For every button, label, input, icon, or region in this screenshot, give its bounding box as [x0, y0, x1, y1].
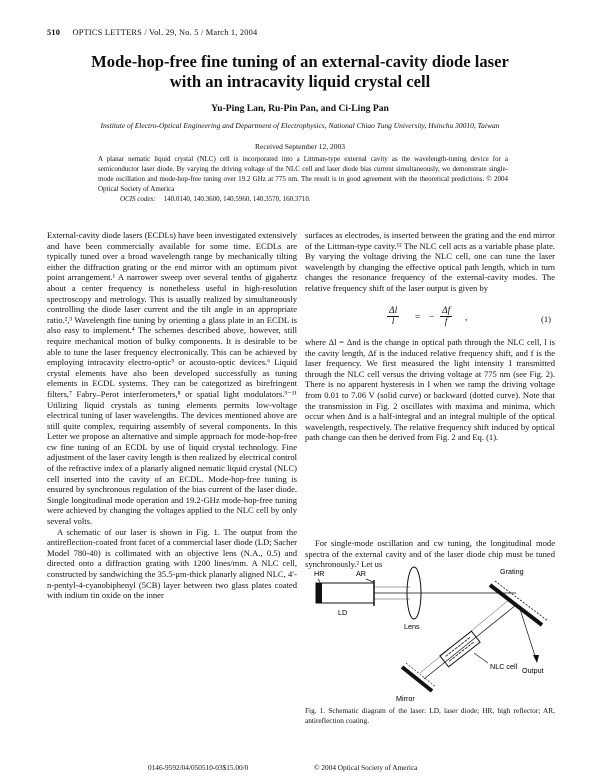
- ar-pointer: [366, 579, 373, 582]
- grating-label: Grating: [500, 567, 524, 576]
- ocis-label: OCIS codes:: [120, 195, 156, 203]
- ocis-code-list: 140.0140, 140.3600, 140.5960, 140.3570, 160.3710.: [163, 195, 311, 203]
- page-number: 510: [47, 28, 61, 37]
- running-header: [47, 28, 257, 37]
- hr-label: HR: [314, 569, 325, 578]
- author-list: Yu-Ping Lan, Ru-Pin Pan, and Ci-Ling Pan: [211, 103, 389, 114]
- equation-number: (1): [540, 314, 551, 324]
- nlc-pointer: [474, 653, 488, 663]
- denominator-l: l: [391, 317, 395, 327]
- abstract: A planar nematic liquid crystal (NLC) cell is incorporated into a Littman-type external cavity as the wavelength-tuning device for a semiconductor laser diode. By varying the driving voltage of the NLC cell and laser diode bias current simultaneously, we demonstrate single-mode oscillation and mode-hop-free tuning over 19.2 GHz at 775 nm. The result is in good agreement with the theoretical predictions. © 2004 Optical Society of America: [98, 155, 508, 193]
- equation-comma: ,: [465, 313, 468, 323]
- output-label: Output: [522, 666, 544, 675]
- schematic-paragraph: A schematic of our laser is shown in Fig. 1. The output from the antireflection-coated front facet of a commercial laser diode (LD; Sacher Model 780-40) is collimated with an objective lens (N.A., 0.5) and directed onto a diffraction grating with 1200 lines/mm. A NLC cell, constructed by sandwiching the 35.5-μm-thick planarly aligned NLC, 4′-n-pentyl-4-cyanobiphenyl (5CB) layer between two glass plates coated with indium tin oxide on the inner: [47, 526, 297, 601]
- received-date: Received September 12, 2003: [255, 142, 345, 151]
- affiliation: Institute of Electro-Optical Engineering and Department of Electrophysics, National Chiao Tung University, Hsinchu 30010, Taiwan: [100, 121, 500, 130]
- ocis-codes: [98, 194, 508, 204]
- grating-grooves: [495, 581, 548, 621]
- numerator-dl: Δl: [389, 306, 398, 316]
- end-mirror: [402, 667, 432, 691]
- hr-facet: [316, 583, 322, 603]
- nlc-label: NLC cell: [490, 662, 518, 671]
- copyright: © 2004 Optical Society of America: [314, 763, 418, 772]
- article-code: 0146-9592/04/050510-03$15.00/0: [148, 763, 249, 772]
- left-column: [47, 230, 297, 601]
- nlc-paragraph: surfaces as electrodes, is inserted between the grating and the end mirror of the Littman-type cavity.¹² The NLC cell acts as a variable phase plate. By varying the voltage driving the NLC cell, one can tune the laser wavelength by changing the effective optical path length, which in turn changes the resonance frequency of the external-cavity modes. The relative frequency shift of the laser output is given by: [305, 230, 555, 293]
- title-line-1: Mode-hop-free fine tuning of an external-cavity diode laser: [91, 52, 509, 71]
- single-mode-paragraph: For single-mode oscillation and cw tuning, the longitudinal mode spectra of the external cavity and of the laser diode chip must be tuned synchronously.² Let us: [305, 538, 555, 570]
- lens-label: Lens: [404, 622, 420, 631]
- measurement-paragraph: where Δl = Δnd is the change in optical path through the NLC cell, l is the cavity length, Δf is the induced relative frequency shift, and f is the laser frequency. We first measured the light intensity I transmitted through the NLC cell versus the driving voltage at 775 nm (see Fig. 2). There is no apparent hysteresis in I when we ramp the driving voltage from 0.01 to 7.06 V (solid curve) or backward (dotted curve). Note that the transmission in Fig. 2 oscillates with maxima and minima, which occur when Δnd is a half-integral and an integral multiple of the optical wavelength, respectively. The relative frequency shift induced by optical path change can then be derived from Fig. 2 and Eq. (1).: [305, 337, 555, 443]
- equals-sign: =: [415, 313, 421, 323]
- figure-1-caption: Fig. 1. Schematic diagram of the laser: LD, laser diode; HR, high reflector; AR, antireflection coating.: [305, 706, 555, 725]
- laser-diode-body: [316, 583, 374, 603]
- fraction-dl-over-l: [387, 306, 399, 327]
- equation-1: [305, 306, 555, 334]
- output-arrow: [533, 655, 539, 663]
- paper-title: [40, 52, 560, 91]
- journal-citation: OPTICS LETTERS / Vol. 29, No. 5 / March 1, 2004: [72, 28, 258, 37]
- ar-label: AR: [356, 569, 366, 578]
- fraction-df-over-f: [440, 306, 452, 327]
- numerator-df: Δf: [442, 306, 451, 316]
- right-column-middle: [305, 337, 555, 443]
- hr-pointer: [318, 579, 320, 582]
- minus-sign: −: [429, 313, 435, 323]
- ld-label: LD: [338, 608, 348, 617]
- intro-paragraph: External-cavity diode lasers (ECDLs) have been investigated extensively and have been commercially available for some time. ECDLs are typically tuned over a broad wavelength range by mechanically tilting either the diffraction grating or the end mirror with an optimum pivot point arrangement.¹ A narrower sweep over several tenths of gigahertz about a center frequency is nonetheless useful in high-resolution spectroscopy and metrology. This is usually realized by simultaneously controlling the diode laser current and the tilt angle in an appropriate ratio.²,³ Wavelength fine tuning by orienting a glass plate in an ECDL is also easy to implement.⁴ The schemes described above, however, still require mechanical motion of bulky components. It is desirable to be able to tune the laser frequency electronically. This can be achieved by employing intracavity electro-optic⁵ or acousto-optic devices.⁶ Liquid crystal elements have also been developed successfully as tuning elements in ECDL systems. They can be categorized as birefringent filters,⁷ Fabry–Perot interferometers,⁸ or spatial light modulators.⁹⁻¹¹ Utilizing liquid crystals as tuning elements permits low-voltage electrical tuning of laser wavelengths. The devices mentioned above are still quite complex, requiring assembly of several components. In this Letter we propose an alternative and simple approach for mode-hop-free cw fine tuning of an ECDL by use of liquid crystal technology. Fine adjustment of the laser cavity length is then realized by electrical control of the refractive index of a planarly aligned nematic liquid crystal (NLC) cell inserted into the cavity of an ECDL. Mode-hop-free tuning is ensured by synchronous regulation of the bias current of the laser diode. Single longitudinal mode operation and 19.2-GHz mode-hop-free tuning were achieved by changing the voltages applied to the NLC cell by only several volts.: [47, 230, 297, 527]
- title-line-2: with an intracavity liquid crystal cell: [169, 71, 431, 91]
- right-column-top: [305, 230, 555, 294]
- figure-1-schematic: [310, 563, 555, 703]
- mirror-label: Mirror: [396, 694, 415, 703]
- denominator-f: f: [444, 317, 448, 327]
